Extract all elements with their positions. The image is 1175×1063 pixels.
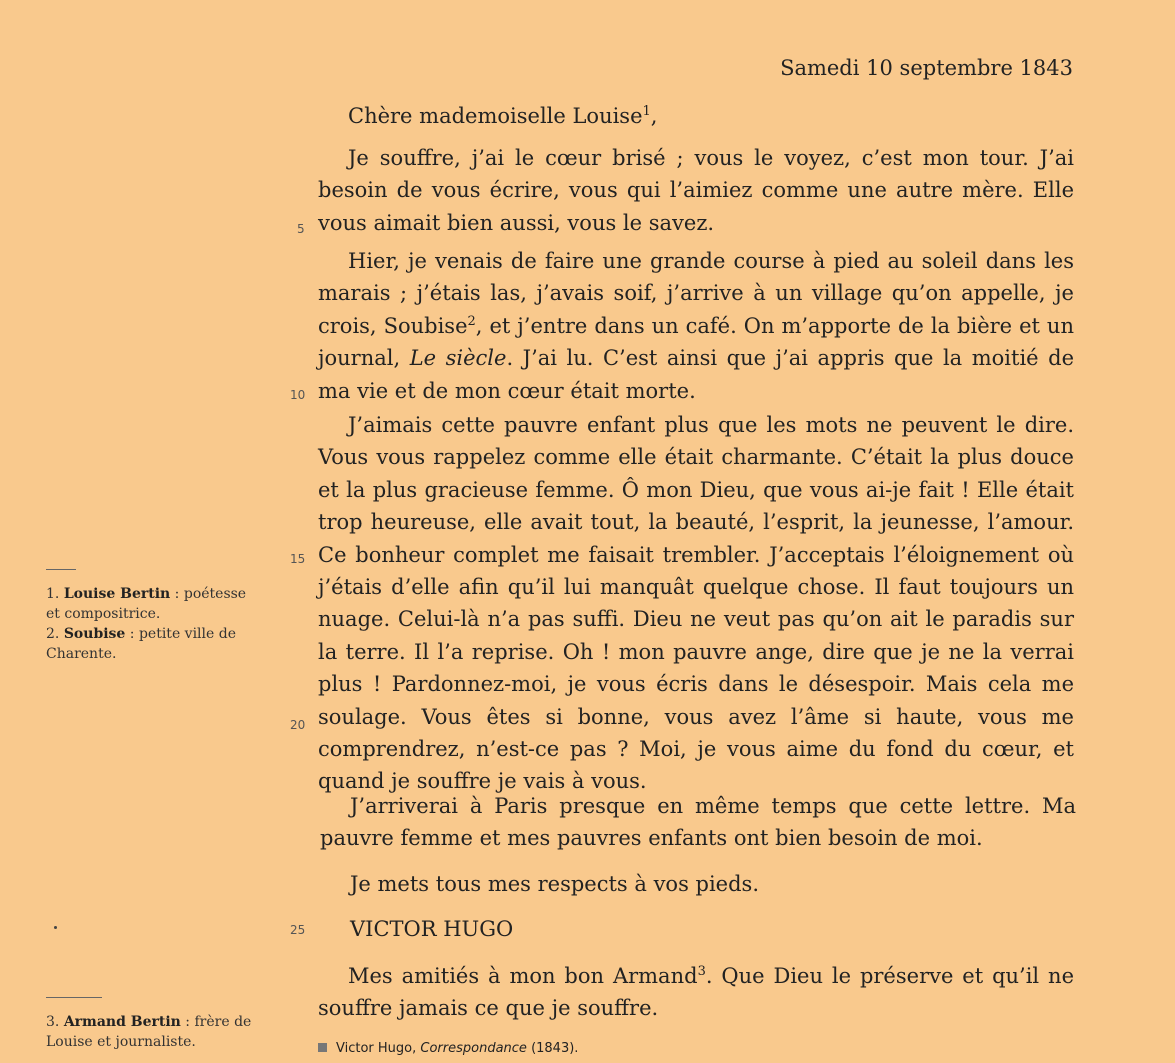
paragraph-5-text: Je mets tous mes respects à vos pieds. xyxy=(350,872,760,896)
postscript xyxy=(318,960,1074,1025)
source-year: (1843). xyxy=(526,1041,579,1056)
footnotes-2 xyxy=(46,1012,261,1052)
letter-date: Samedi 10 septembre 1843 xyxy=(780,56,1073,80)
paragraph-2-text-b: , et j’entre dans un café. On m’apporte de la bière et un journal, xyxy=(318,313,1074,371)
footnotes-1 xyxy=(46,584,261,664)
footnote-divider-1 xyxy=(46,569,76,570)
paragraph-5 xyxy=(320,868,1076,900)
line-number-20: 20 xyxy=(290,718,306,732)
footnote-ref-3: 3 xyxy=(697,964,706,979)
source-title: Correspondance xyxy=(420,1041,527,1056)
footnote-3: 3. Armand Bertin : frère de Louise et journaliste. xyxy=(46,1014,252,1050)
postscript-text-a: Mes amitiés à mon bon Armand xyxy=(348,964,698,988)
paragraph-3 xyxy=(318,409,1074,798)
paragraph-1 xyxy=(318,142,1074,239)
paragraph-2 xyxy=(318,245,1074,407)
paragraph-4 xyxy=(320,790,1076,855)
line-number-15: 15 xyxy=(290,552,306,566)
paragraph-2-text-a: Hier, je venais de faire une grande course à pied au soleil dans les marais ; j’étais las, j’avais soif, j’arrive à un village qu’on appelle, je crois, Soubise xyxy=(318,249,1074,338)
stray-dot xyxy=(54,926,57,929)
footnote-2: 2. Soubise : petite ville de Charente. xyxy=(46,626,236,662)
paragraph-1-text: Je souffre, j’ai le cœur brisé ; vous le voyez, c’est mon tour. J’ai besoin de vous écrire, vous qui l’aimiez comme une autre mère. Elle vous aimait bien aussi, vous le savez. xyxy=(318,146,1074,235)
footnote-ref-2: 2 xyxy=(467,313,476,329)
paragraph-2-text-c: . J’ai lu. C’est ainsi que j’ai appris que la moitié de ma vie et de mon cœur était morte. xyxy=(318,346,1074,403)
line-number-25: 25 xyxy=(290,923,306,937)
salutation-text: Chère mademoiselle Louise xyxy=(348,104,643,128)
footnote-ref-1: 1 xyxy=(642,104,651,119)
source-square-icon xyxy=(318,1043,327,1052)
line-number-5: 5 xyxy=(297,222,305,236)
paragraph-4-text: J’arriverai à Paris presque en même temps que cette lettre. Ma pauvre femme et mes pauvres enfants ont bien besoin de moi. xyxy=(320,794,1076,851)
paragraph-3-text: J’aimais cette pauvre enfant plus que les mots ne peuvent le dire. Vous vous rappelez comme elle était charmante. C’était la plus douce et la plus gracieuse femme. Ô mon Dieu, que vous ai-je fait ! Elle était trop heureuse, elle avait tout, la beauté, l’esprit, la jeunesse, l’amour. Ce bonheur complet me faisait trembler. J’acceptais l’éloignement où j’étais d’elle afin qu’il lui manquât quelque chose. Il faut toujours un nuage. Celui-là n’a pas suffi. Dieu ne veut pas qu’on ait le paradis sur la terre. Il l’a reprise. Oh ! mon pauvre ange, dire que je ne la verrai plus ! Pardonnez-moi, je vous écris dans le désespoir. Mais cela me soulage. Vous êtes si bonne, vous avez l’âme si haute, vous me comprendrez, n’est-ce pas ? Moi, je vous aime du fond du cœur, et quand je souffre je vais à vous. xyxy=(318,413,1074,794)
source-citation xyxy=(318,1041,578,1056)
source-author: Victor Hugo, xyxy=(336,1041,421,1056)
footnote-divider-2 xyxy=(46,997,102,998)
journal-title: Le siècle xyxy=(409,346,507,371)
footnote-1: 1. Louise Bertin : poétesse et compositrice. xyxy=(46,586,247,622)
line-number-10: 10 xyxy=(290,388,306,402)
postscript-text-b: . Que Dieu le préserve et qu’il ne souffre jamais ce que je souffre. xyxy=(318,964,1074,1021)
salutation: Chère mademoiselle Louise$^1$, xyxy=(348,104,658,128)
signature: VICTOR HUGO xyxy=(350,917,514,941)
